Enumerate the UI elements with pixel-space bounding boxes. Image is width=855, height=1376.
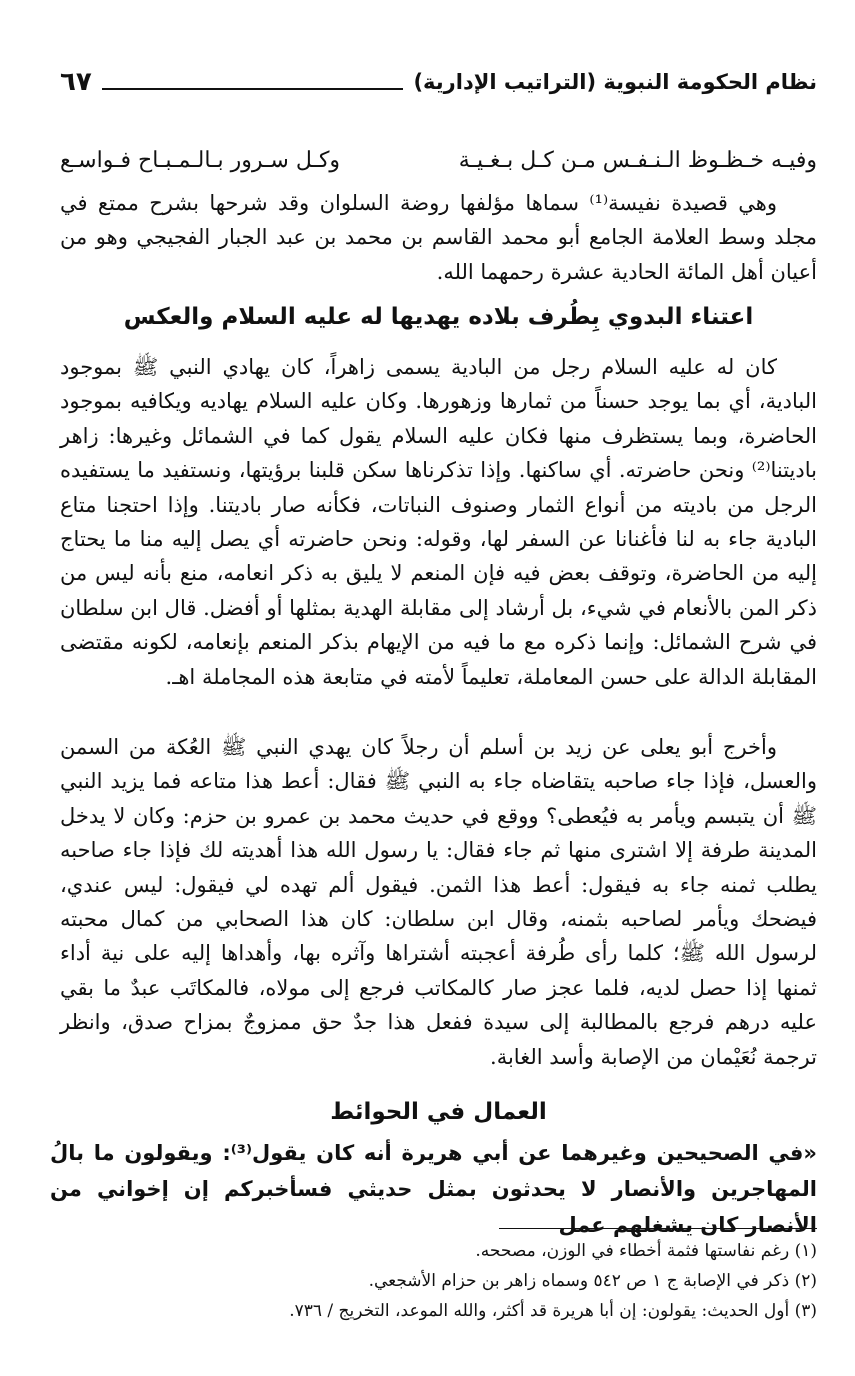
poem-verse: [60, 148, 817, 182]
intro-paragraph: وهي قصيدة نفيسة⁽¹⁾ سماها مؤلفها روضة السلوان وقد شرحها بشرح ممتع في مجلد وسط العلامة الجامع أبو محمد القاسم بن محمد بن عبد الجبار الفجيجي وهو من أعيان أهل المائة الحادية عشرة رحمهما الله.: [60, 191, 817, 284]
running-title: نظام الحكومة النبوية (التراتيب الإدارية): [413, 70, 817, 94]
page-number: ٦٧: [60, 67, 92, 97]
verse-second-hemistich: وكـل سـرور بـالـمـبـاح فـواسـع: [60, 148, 341, 173]
footnote-1: (١) رغم نفاستها فثمة أخطاء في الوزن، مصححه.: [475, 1241, 817, 1261]
section-heading-bedouin-gifts: اعتناء البدوي بِطُرف بلاده يهديها له عليه السلام والعكس: [123, 304, 754, 330]
header-rule: [102, 88, 404, 90]
section1-body-continued: [60, 730, 817, 1074]
section1-body: [60, 350, 817, 694]
footnotes: [60, 1236, 817, 1326]
section1-paragraph-2: وأخرج أبو يعلى عن زيد بن أسلم أن رجلاً كان يهدي النبي ﷺ العُكة من السمن والعسل، فإذا جاء صاحبه يتقاضاه جاء به النبي ﷺ فقال: أعط هذا متاعه فما يزيد النبي ﷺ أن يتبسم ويأمر به فيُعطى؟ ووقع في حديث محمد بن عمرو بن حزم: وكان لا يدخل المدينة طرفة إلا اشترى منها ثم جاء فقال: يا رسول الله هذا أهديته لك فإذا جاء صاحبه يطلب ثمنه جاء به فيقول: أعط هذا الثمن. فيقول ألم تهده لي فيقول: ليس عندي، فيضحك ويأمر لصاحبه بثمنه، وقال ابن سلطان: كان هذا الصحابي من كمال محبته لرسول الله ﷺ؛ كلما رأى طُرفة أعجبته أشتراها وآثره بها، وأهداها إليه على نية أداء ثمنها إذا حصل لديه، فلما عجز صار كالمكاتب فرجع إلى مولاه، فالمكاتَب عبدٌ ما بقي عليه درهم فرجع بالمطالبة إلى سيدة ففعل هذا جدٌ حق ممزوجٌ بمزاح صدق، وانظر ترجمة نُعَيْمان من الإصابة وأسد الغابة.: [60, 735, 817, 1069]
footnote-3: (٣) أول الحديث: يقولون: إن أبا هريرة قد أكثر، والله الموعد، التخريج / ٧٣٦.: [289, 1301, 817, 1321]
running-header: [60, 62, 817, 102]
intro-block: [60, 186, 817, 289]
footnote-separator: [499, 1228, 817, 1229]
section1-paragraph: كان له عليه السلام رجل من البادية يسمى زاهراً، كان يهادي النبي ﷺ بموجود البادية، أي بما يوجد حسناً من ثمارها وزهورها. وكان عليه السلام يهاديه ويكافيه بموجود الحاضرة، وبما يستظرف منها فكان عليه السلام يقول كما في الشمائل وغيرها: زاهر باديتنا⁽²⁾ ونحن حاضرته. أي ساكنها. وإذا تذكرناها سكن قلبنا برؤيتها، ونستفيد ما يستفيده الرجل من باديته من أنواع الثمار وصنوف النباتات، فكأنه صار باديتنا. وإذا احتجنا متاع البادية جاء به لنا فأغنانا عن السفر لها، وقوله: ونحن حاضرته أي يصل إليه منا ما يحتاج إليه من الحاضرة، وتوقف بعض فيه فإن المنعم لا يليق به ذكر انعامه، منع بأنه ليس من ذكر المن بالأنعام في شيء، بل أرشاد إلى مقابلة الهدية بمثلها أو أفضل. قال ابن سلطان في شرح الشمائل: وإنما ذكره مع ما فيه من الإيهام بذكر المنعم بإنعامه، لكونه مقتضى المقابلة الدالة على حسن المعاملة، تعليماً لأمته في متابعة هذه المجاملة اهـ.: [60, 355, 817, 689]
hadith-quote: «في الصحيحين وغيرهما عن أبي هريرة أنه كان يقول⁽³⁾: ويقولون ما بالُ المهاجرين والأنصار لا يحدثون بمثل حديثي فسأخبركم إن إخواني من الأنصار كان يشغلهم عمل: [50, 1141, 817, 1237]
verse-first-hemistich: وفيـه خـظـوظ الـنـفـس مـن كـل بـغـيـة: [458, 148, 817, 173]
footnote-2: (٢) ذكر في الإصابة ج ١ ص ٥٤٢ وسماه زاهر بن حزام الأشجعي.: [368, 1271, 817, 1291]
section-heading-workers: العمال في الحوائط: [330, 1099, 547, 1125]
